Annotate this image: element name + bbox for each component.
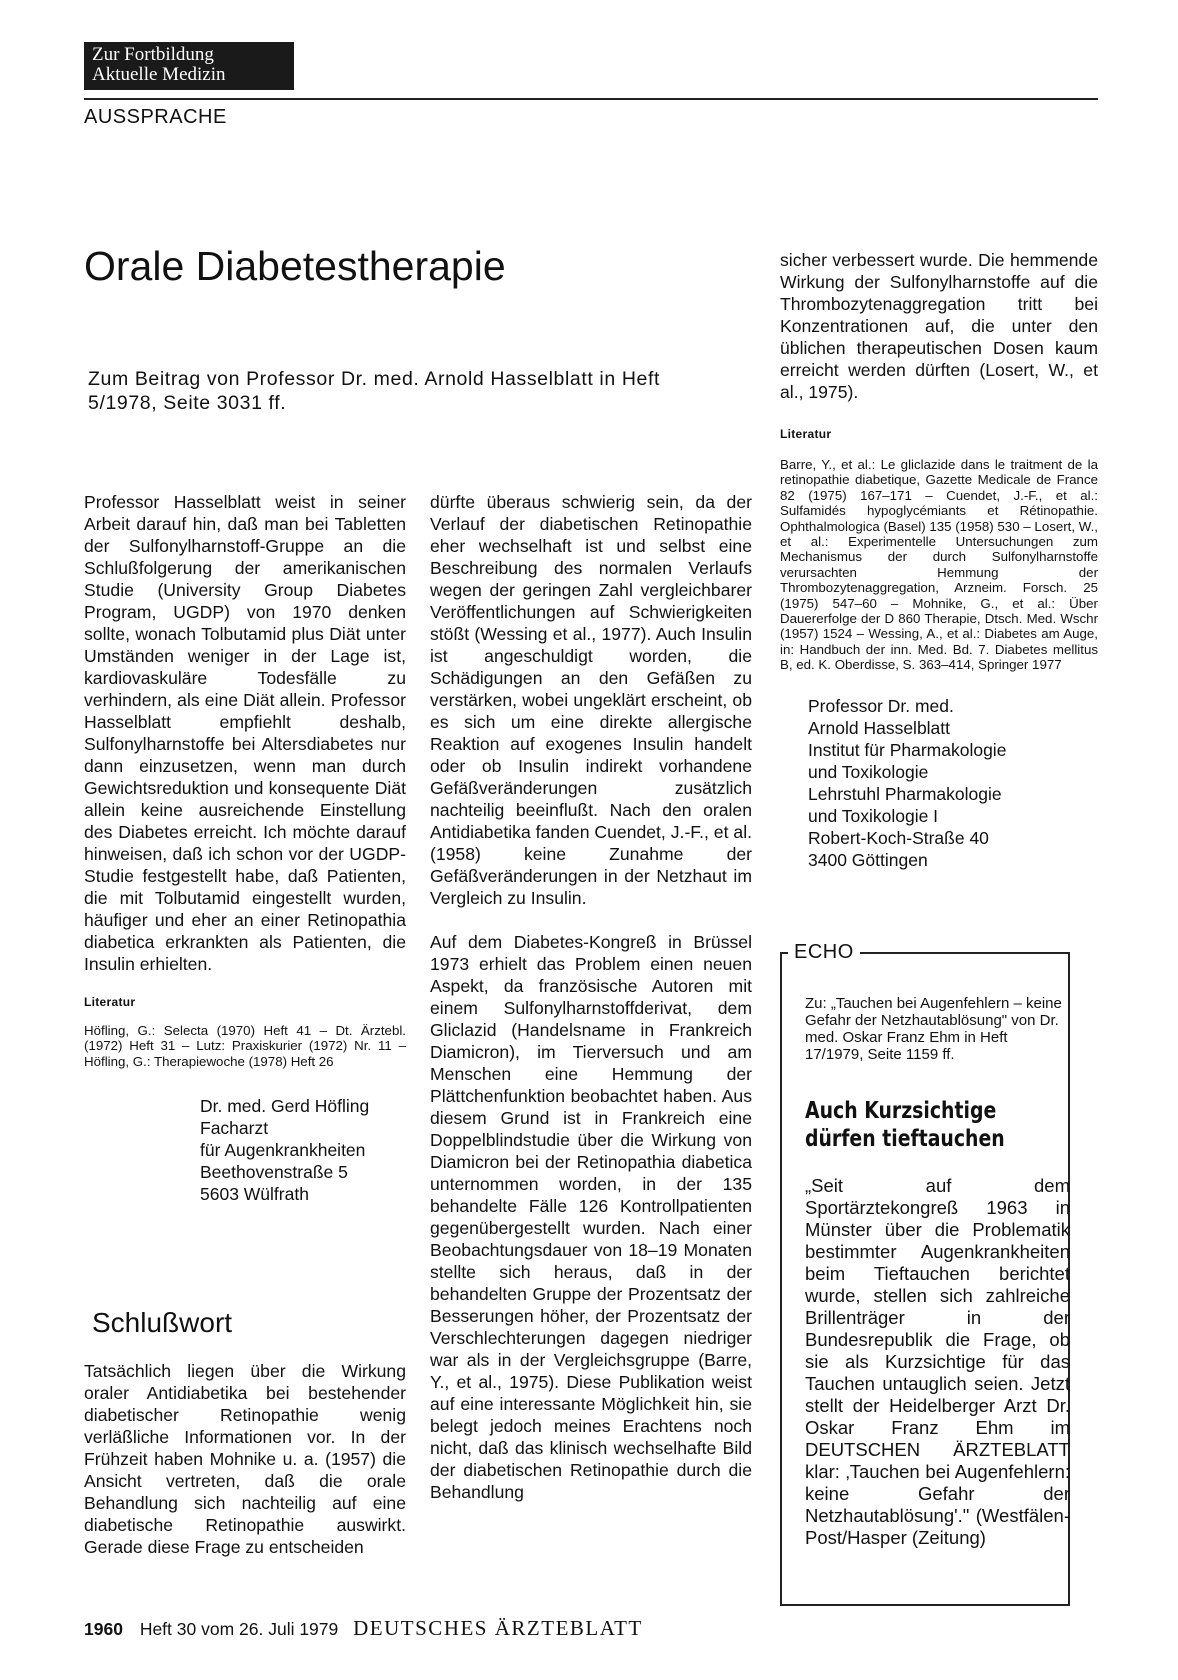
badge-line-1: Zur Fortbildung bbox=[92, 44, 214, 65]
echo-label: ECHO bbox=[788, 941, 860, 964]
literatur-2: Barre, Y., et al.: Le gliclazide dans le traitment de la retinopathie diabetique, Gazette Medicale de France 82 (1975) 167–171 – Cuendet, J.-F., et al.: Sulfamidés hypoglycémiants et Rétinopathie. Ophthalmologica (Basel) 135 (1958) 530 – Losert, W., et al.: Experimentelle Untersuchungen zum Mechanismus der durch Sulfonylharnstoffe verursachten Hemmung der Thrombozytenaggregation, Arzneim. Forsch. 25 (1975) 547–60 – Mohnike, G., et al.: Über Dauererfolge der D 860 Therapie, Dtsch. Med. Wschr (1957) 1524 – Wessing, A., et al.: Diabetes am Auge, in: Handbuch der inn. Med. Bd. 7. Diabetes mellitus B, ed. K. Oberdisse, S. 363–414, Springer 1977 bbox=[780, 457, 1098, 673]
author1-line: Dr. med. Gerd Höfling bbox=[200, 1096, 370, 1117]
section-kicker: AUSSPRACHE bbox=[84, 106, 227, 128]
author2-line: Institut für Pharmakologie bbox=[808, 739, 1007, 760]
article-title: Orale Diabetestherapie bbox=[84, 243, 506, 289]
badge-line-2: Aktuelle Medizin bbox=[92, 64, 226, 85]
author-address-1 bbox=[200, 1095, 406, 1205]
col2-paragraph-2: Auf dem Diabetes-Kongreß in Brüssel 1973 erhielt das Problem einen neuen Aspekt, da französische Autoren mit einem Sulfonylharnstoffderivat, dem Gliclazid (Handelsname in Frankreich Diamicron), im Tierversuch und am Menschen eine Hemmung der Plättchenfunktion beobachtet haben. Aus diesem Grund ist in Frankreich eine Doppelblindstudie über die Wirkung von Diamicron bei der Retinopathia diabetica unternommen worden, in der 135 behandelte Fälle 126 Kontrollpatienten gegenübergestellt wurden. Nach einer Beobachtungsdauer von 18–19 Monaten stellte sich heraus, daß in der behandelten Gruppe der Prozentsatz der Besserungen höher, der Prozentsatz der Verschlechterungen dagegen niedriger war als in der Vergleichsgruppe (Barre, Y., et al., 1975). Diese Publikation weist auf eine interessante Möglichkeit hin, sie belegt jedoch meines Erachtens noch nicht, daß das klinisch wechselhafte Bild der diabetischen Retinopathie durch die Behandlung bbox=[430, 932, 752, 1502]
literatur-1: Höfling, G.: Selecta (1970) Heft 41 – Dt. Ärztebl. (1972) Heft 31 – Lutz: Praxiskurier (1972) Nr. 11 – Höfling, G.: Therapiewoche (1978) Heft 26 bbox=[84, 1023, 406, 1069]
author2-line: Arnold Hasselblatt bbox=[808, 717, 951, 738]
page-footer bbox=[84, 1616, 643, 1641]
section-badge bbox=[84, 42, 294, 90]
author2-line: Professor Dr. med. bbox=[808, 695, 954, 716]
article-subtitle: Zum Beitrag von Professor Dr. med. Arnold Hasselblatt in Heft 5/1978, Seite 3031 ff. bbox=[88, 368, 660, 414]
schlusswort-text bbox=[84, 1360, 406, 1558]
author2-line: 3400 Göttingen bbox=[808, 849, 928, 870]
col2-paragraph-1: dürfte überaus schwierig sein, da der Verlauf der diabetischen Retinopathie eher wechselhaft ist und selbst eine Beschreibung des normalen Verlaufs wegen der geringen Zahl vergleichbarer Veröffentlichungen auf Schwierigkeiten stößt (Wessing et al., 1977). Auch Insulin ist angeschuldigt worden, die Schädigungen an den Gefäßen zu verstärken, wobei ungeklärt erscheint, ob es sich um eine direkte allergische Reaktion auf exogenes Insulin handelt oder ob Insulin indirekt vorhandene Gefäßveränderungen zusätzlich nachteilig beeinflußt. Nach den oralen Antidiabetika fanden Cuendet, J.-F., et al. (1958) keine Zunahme der Gefäßveränderungen in der Netzhaut im Vergleich zu Insulin. bbox=[430, 492, 752, 908]
author1-line: Beethovenstraße 5 bbox=[200, 1162, 348, 1183]
column-1 bbox=[84, 491, 406, 1205]
col1-paragraph: Professor Hasselblatt weist in seiner Arbeit darauf hin, daß man bei Tabletten der Sulfonylharnstoff-Gruppe an die Schlußfolgerung der amerikanischen Studie (University Group Diabetes Program, UGDP) von 1970 denken sollte, wonach Tolbutamid plus Diät unter Umständen weniger in der Lage ist, kardiovaskuläre Todesfälle zu verhindern, als eine Diät allein. Professor Hasselblatt empfiehlt deshalb, Sulfonylharnstoffe bei Altersdiabetes nur dann einzusetzen, wenn man durch Gewichtsreduktion und konsequente Diät allein keine ausreichende Einstellung des Diabetes erreicht. Ich möchte darauf hinweisen, daß ich schon vor der UGDP-Studie festgestellt habe, daß Patienten, die mit Tolbutamid eingestellt wurden, häufiger und eher an einer Retinopathia diabetica erkrankten als Patienten, die Insulin erhielten. bbox=[84, 492, 406, 974]
issue-info: Heft 30 vom 26. Juli 1979 bbox=[139, 1619, 339, 1639]
author1-line: 5603 Wülfrath bbox=[200, 1184, 309, 1205]
schlusswort-heading: Schlußwort bbox=[92, 1307, 233, 1338]
author1-line: Facharzt bbox=[200, 1118, 269, 1139]
literatur-label-1: Literatur bbox=[84, 995, 136, 1009]
echo-headline bbox=[805, 1097, 1005, 1153]
literatur-label-2: Literatur bbox=[780, 427, 832, 441]
author1-line: für Augenkrankheiten bbox=[200, 1140, 366, 1161]
echo-headline-line-2: dürfen tieftauchen bbox=[805, 1126, 1005, 1152]
schlusswort-paragraph: Tatsächlich liegen über die Wirkung oraler Antidiabetika bei bestehender diabetischer Retinopathie wenig verläßliche Informationen vor. In der Frühzeit haben Mohnike u. a. (1957) die Ansicht vertreten, daß die orale Behandlung sich nachteilig auf eine diabetische Retinopathie auswirkt. Gerade diese Frage zu entscheiden bbox=[84, 1361, 406, 1557]
author2-line: Robert-Koch-Straße 40 bbox=[808, 827, 989, 848]
author2-line: und Toxikologie bbox=[808, 761, 929, 782]
echo-headline-line-1: Auch Kurzsichtige bbox=[805, 1098, 997, 1124]
echo-reference: Zu: „Tauchen bei Augenfehlern – keine Gefahr der Netzhautablösung" von Dr. med. Oskar Franz Ehm in Heft 17/1979, Seite 1159 ff. bbox=[805, 995, 1062, 1063]
column-2 bbox=[430, 491, 752, 1503]
column-3 bbox=[780, 249, 1098, 871]
page-number: 1960 bbox=[84, 1619, 123, 1639]
author-address-2 bbox=[808, 695, 1098, 871]
echo-body: „Seit auf dem Sportärztekongreß 1963 in Münster über die Problematik bestimmter Augenkrankheiten beim Tieftauchen berichtet wurde, stellen sich zahlreiche Brillenträger in der Bundesrepublik die Frage, ob sie als Kurzsichtige für das Tauchen untauglich seien. Jetzt stellt der Heidelberger Arzt Dr. Oskar Franz Ehm im DEUTSCHEN ÄRZTEBLATT klar: ‚Tauchen bei Augenfehlern: keine Gefahr der Netzhautablösung'." (Westfälen-Post/Hasper (Zeitung) bbox=[805, 1175, 1070, 1548]
author2-line: Lehrstuhl Pharmakologie bbox=[808, 783, 1002, 804]
col3-paragraph: sicher verbessert wurde. Die hemmende Wirkung der Sulfonylharnstoffe auf die Thrombozytenaggregation tritt bei Konzentrationen auf, die unter den üblichen therapeutischen Dosen kaum erreicht werden dürften (Losert, W., et al., 1975). bbox=[780, 250, 1098, 402]
top-rule bbox=[84, 98, 1098, 100]
journal-name: DEUTSCHES ÄRZTEBLATT bbox=[353, 1616, 643, 1640]
author2-line: und Toxikologie I bbox=[808, 805, 939, 826]
